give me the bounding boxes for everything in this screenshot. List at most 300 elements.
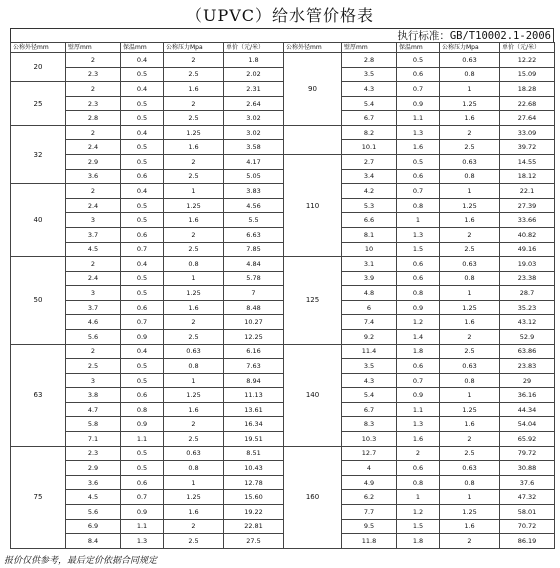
insulation-cell: 1.8 [397,344,440,359]
pressure-cell: 2 [440,125,500,140]
pressure-cell: 1 [164,271,224,286]
price-cell: 63.86 [500,344,555,359]
price-cell: 18.12 [500,169,555,184]
pressure-cell: 0.63 [440,359,500,374]
wall-thickness-cell: 8.2 [342,125,397,140]
wall-thickness-cell: 3.7 [66,227,121,242]
insulation-cell: 0.8 [397,475,440,490]
pressure-cell: 2.5 [440,344,500,359]
insulation-cell: 0.6 [121,169,164,184]
table-row [11,184,555,199]
outer-diameter-cell: 32 [11,125,66,183]
table-row [11,67,555,82]
wall-thickness-cell: 3.4 [342,169,397,184]
insulation-cell: 0.6 [397,257,440,272]
table-row [11,490,555,505]
wall-thickness-cell: 6.7 [342,111,397,126]
wall-thickness-cell: 5.3 [342,198,397,213]
insulation-cell: 0.6 [397,271,440,286]
pressure-cell: 1 [440,388,500,403]
price-cell: 19.03 [500,257,555,272]
wall-thickness-cell: 2.8 [342,53,397,68]
wall-thickness-cell: 8.1 [342,227,397,242]
price-cell: 8.48 [224,300,284,315]
insulation-cell: 1.6 [397,140,440,155]
header-cell: 公称外径mm [11,43,66,53]
insulation-cell: 0.4 [121,184,164,199]
price-cell: 8.94 [224,373,284,388]
price-cell: 2.02 [224,67,284,82]
wall-thickness-cell: 2.5 [66,359,121,374]
insulation-cell: 1.2 [397,504,440,519]
pressure-cell: 2 [440,329,500,344]
wall-thickness-cell: 5.4 [342,96,397,111]
outer-diameter-cell: 160 [284,446,342,548]
wall-thickness-cell: 3.9 [342,271,397,286]
insulation-cell: 1.1 [121,432,164,447]
wall-thickness-cell: 2.9 [66,155,121,170]
wall-thickness-cell: 2 [66,184,121,199]
insulation-cell: 0.9 [397,388,440,403]
insulation-cell: 0.7 [397,373,440,388]
wall-thickness-cell: 2.9 [66,461,121,476]
wall-thickness-cell: 2.4 [66,198,121,213]
insulation-cell: 1.3 [397,125,440,140]
pressure-cell: 0.8 [440,373,500,388]
insulation-cell: 0.5 [121,67,164,82]
insulation-cell: 0.4 [121,53,164,68]
insulation-cell: 0.6 [397,67,440,82]
wall-thickness-cell: 6.7 [342,402,397,417]
pressure-cell: 2 [440,534,500,549]
price-cell: 15.60 [224,490,284,505]
price-cell: 36.16 [500,388,555,403]
insulation-cell: 0.9 [121,329,164,344]
pressure-cell: 1.25 [440,402,500,417]
wall-thickness-cell: 3 [66,373,121,388]
insulation-cell: 1.1 [121,519,164,534]
wall-thickness-cell: 2 [66,82,121,97]
insulation-cell: 0.8 [121,402,164,417]
insulation-cell: 0.9 [397,96,440,111]
wall-thickness-cell: 4.9 [342,475,397,490]
wall-thickness-cell: 11.8 [342,534,397,549]
pressure-cell: 2.5 [164,329,224,344]
header-cell: 单价（元/米） [224,43,284,53]
insulation-cell: 0.9 [121,504,164,519]
insulation-cell: 0.4 [121,344,164,359]
pressure-cell: 0.63 [164,344,224,359]
pressure-cell: 2 [440,227,500,242]
header-cell: 保温mm [121,43,164,53]
pressure-cell: 2 [164,315,224,330]
wall-thickness-cell: 2.3 [66,446,121,461]
pressure-cell: 1.6 [164,300,224,315]
price-cell: 49.16 [500,242,555,257]
wall-thickness-cell: 4.3 [342,82,397,97]
price-cell: 10.27 [224,315,284,330]
wall-thickness-cell: 3.8 [66,388,121,403]
pressure-cell: 2.5 [164,111,224,126]
pressure-cell: 1.6 [164,213,224,228]
pressure-cell: 0.63 [440,257,500,272]
price-cell: 12.22 [500,53,555,68]
wall-thickness-cell: 4 [342,461,397,476]
pressure-cell: 1.25 [164,388,224,403]
insulation-cell: 0.5 [121,96,164,111]
wall-thickness-cell: 10.3 [342,432,397,447]
insulation-cell: 0.5 [397,53,440,68]
outer-diameter-cell: 63 [11,344,66,446]
pressure-cell: 1.25 [440,198,500,213]
pressure-cell: 1.25 [440,96,500,111]
pressure-cell: 0.63 [440,53,500,68]
wall-thickness-cell: 4.7 [66,402,121,417]
insulation-cell: 1.5 [397,242,440,257]
pressure-cell: 1.25 [164,286,224,301]
price-cell: 44.34 [500,402,555,417]
price-cell: 27.5 [224,534,284,549]
price-cell: 6.63 [224,227,284,242]
wall-thickness-cell: 3.6 [66,169,121,184]
outer-diameter-cell: 25 [11,82,66,126]
price-cell: 33.66 [500,213,555,228]
price-cell: 30.88 [500,461,555,476]
pressure-cell: 1 [440,286,500,301]
table-row [11,169,555,184]
insulation-cell: 0.9 [121,417,164,432]
wall-thickness-cell: 12.7 [342,446,397,461]
table-row [11,388,555,403]
insulation-cell: 0.5 [121,373,164,388]
insulation-cell: 0.7 [397,184,440,199]
table-row [11,155,555,170]
price-cell: 40.82 [500,227,555,242]
insulation-cell: 1.6 [397,432,440,447]
wall-thickness-cell: 7.1 [66,432,121,447]
outer-diameter-cell: 75 [11,446,66,548]
pressure-cell: 0.8 [440,475,500,490]
wall-thickness-cell: 4.5 [66,490,121,505]
pressure-cell: 1 [440,82,500,97]
price-cell: 6.16 [224,344,284,359]
page-title: （UPVC）给水管价格表 [185,6,375,25]
pressure-cell: 0.63 [164,446,224,461]
insulation-cell: 1.3 [121,534,164,549]
pressure-cell: 0.8 [440,271,500,286]
table-row [11,213,555,228]
insulation-cell: 0.6 [121,227,164,242]
table-row [11,432,555,447]
wall-thickness-cell: 3 [66,286,121,301]
header-cell: 单价（元/米） [500,43,555,53]
insulation-cell: 1.1 [397,402,440,417]
pressure-cell: 2 [164,519,224,534]
wall-thickness-cell: 2.8 [66,111,121,126]
table-row [11,198,555,213]
pressure-cell: 2.5 [164,169,224,184]
header-cell: 公称压力Mpa [164,43,224,53]
table-row [11,417,555,432]
pressure-cell: 0.8 [440,169,500,184]
insulation-cell: 0.5 [121,461,164,476]
table-row [11,504,555,519]
insulation-cell: 0.5 [121,140,164,155]
table-row [11,461,555,476]
pressure-cell: 0.8 [164,461,224,476]
pressure-cell: 1 [164,475,224,490]
price-cell: 3.58 [224,140,284,155]
header-cell: 壁厚mm [342,43,397,53]
table-row [11,125,555,140]
insulation-cell: 0.7 [397,82,440,97]
table-row [11,82,555,97]
insulation-cell: 1.4 [397,329,440,344]
price-cell: 3.02 [224,111,284,126]
pressure-cell: 2 [440,432,500,447]
table-row [11,271,555,286]
outer-diameter-cell: 50 [11,257,66,344]
wall-thickness-cell: 2 [66,344,121,359]
price-cell: 3.83 [224,184,284,199]
pressure-cell: 2 [164,227,224,242]
wall-thickness-cell: 5.8 [66,417,121,432]
pressure-cell: 2.5 [440,242,500,257]
pressure-cell: 2.5 [164,432,224,447]
insulation-cell: 0.6 [397,169,440,184]
wall-thickness-cell: 6.9 [66,519,121,534]
price-cell: 2.31 [224,82,284,97]
pressure-cell: 0.8 [164,257,224,272]
insulation-cell: 0.4 [121,82,164,97]
insulation-cell: 1.2 [397,315,440,330]
pressure-cell: 2.5 [440,446,500,461]
insulation-cell: 0.7 [121,315,164,330]
table-row [11,242,555,257]
price-cell: 7 [224,286,284,301]
price-cell: 1.8 [224,53,284,68]
price-cell: 16.34 [224,417,284,432]
wall-thickness-cell: 8.4 [66,534,121,549]
price-cell: 19.22 [224,504,284,519]
table-row [11,140,555,155]
price-cell: 8.51 [224,446,284,461]
wall-thickness-cell: 6.2 [342,490,397,505]
price-cell: 12.78 [224,475,284,490]
wall-thickness-cell: 5.6 [66,504,121,519]
wall-thickness-cell: 3.5 [342,359,397,374]
table-row [11,359,555,374]
pressure-cell: 2 [164,417,224,432]
wall-thickness-cell: 10 [342,242,397,257]
wall-thickness-cell: 2 [66,53,121,68]
price-cell: 22.68 [500,96,555,111]
table-row [11,300,555,315]
insulation-cell: 0.6 [121,475,164,490]
insulation-cell: 0.9 [397,300,440,315]
price-cell: 43.12 [500,315,555,330]
wall-thickness-cell: 2.3 [66,96,121,111]
wall-thickness-cell: 3.1 [342,257,397,272]
price-cell: 7.63 [224,359,284,374]
price-cell: 2.64 [224,96,284,111]
wall-thickness-cell: 4.5 [66,242,121,257]
wall-thickness-cell: 4.8 [342,286,397,301]
outer-diameter-cell: 110 [284,155,342,257]
insulation-cell: 0.5 [121,446,164,461]
insulation-cell: 0.4 [121,257,164,272]
price-cell: 22.81 [224,519,284,534]
insulation-cell: 0.8 [397,286,440,301]
wall-thickness-cell: 11.4 [342,344,397,359]
insulation-cell: 0.5 [121,213,164,228]
price-cell: 14.55 [500,155,555,170]
price-cell: 5.05 [224,169,284,184]
wall-thickness-cell: 9.2 [342,329,397,344]
wall-thickness-cell: 7.4 [342,315,397,330]
table-row [11,446,555,461]
table-row [11,96,555,111]
price-cell: 12.25 [224,329,284,344]
wall-thickness-cell: 2.4 [66,140,121,155]
header-cell: 公称外径mm [284,43,342,53]
insulation-cell: 1 [397,213,440,228]
insulation-cell: 0.5 [121,286,164,301]
pressure-cell: 2 [164,53,224,68]
price-cell: 47.32 [500,490,555,505]
price-cell: 10.43 [224,461,284,476]
insulation-cell: 0.6 [397,359,440,374]
insulation-cell: 0.5 [121,359,164,374]
header-cell: 壁厚mm [66,43,121,53]
pressure-cell: 1.25 [440,300,500,315]
pressure-cell: 0.63 [440,461,500,476]
insulation-cell: 1.8 [397,534,440,549]
price-cell: 35.23 [500,300,555,315]
header-cell: 公称压力Mpa [440,43,500,53]
pressure-cell: 2.5 [164,242,224,257]
price-cell: 54.04 [500,417,555,432]
table-row [11,534,555,549]
table-body [11,53,555,549]
pressure-cell: 2 [164,96,224,111]
outer-diameter-cell: 20 [11,53,66,82]
wall-thickness-cell: 6 [342,300,397,315]
insulation-cell: 0.5 [121,111,164,126]
wall-thickness-cell: 2 [66,125,121,140]
pressure-cell: 1.25 [164,125,224,140]
insulation-cell: 0.5 [397,155,440,170]
price-cell: 19.51 [224,432,284,447]
price-cell: 5.78 [224,271,284,286]
header-cell: 保温mm [397,43,440,53]
footer-note: 报价仅供参考，最后定价依据合同规定 [4,556,158,566]
wall-thickness-cell: 3.5 [342,67,397,82]
pressure-cell: 1.6 [440,315,500,330]
price-cell: 33.09 [500,125,555,140]
price-cell: 65.92 [500,432,555,447]
price-cell: 58.01 [500,504,555,519]
insulation-cell: 0.6 [397,461,440,476]
pressure-cell: 2 [164,155,224,170]
table-row [11,53,555,68]
price-cell: 37.6 [500,475,555,490]
outer-diameter-cell: 90 [284,53,342,126]
pressure-cell: 1.6 [440,213,500,228]
table-row [11,227,555,242]
wall-thickness-cell: 3.6 [66,475,121,490]
table-row [11,257,555,272]
pressure-cell: 1.6 [164,82,224,97]
insulation-cell: 0.7 [121,490,164,505]
table-row [11,402,555,417]
table-row [11,286,555,301]
insulation-cell: 1.1 [397,111,440,126]
wall-thickness-cell: 3 [66,213,121,228]
price-cell: 22.1 [500,184,555,199]
pressure-cell: 1.6 [164,504,224,519]
price-table [10,42,555,549]
table-row [11,329,555,344]
insulation-cell: 1.5 [397,519,440,534]
table-row [11,373,555,388]
pressure-cell: 1.6 [440,111,500,126]
insulation-cell: 1.3 [397,417,440,432]
insulation-cell: 0.7 [121,242,164,257]
wall-thickness-cell: 4.3 [342,373,397,388]
price-cell: 4.84 [224,257,284,272]
wall-thickness-cell: 2.7 [342,155,397,170]
price-cell: 15.09 [500,67,555,82]
wall-thickness-cell: 2 [66,257,121,272]
price-cell: 3.02 [224,125,284,140]
pressure-cell: 2.5 [440,140,500,155]
wall-thickness-cell: 8.3 [342,417,397,432]
pressure-cell: 1.25 [440,504,500,519]
price-cell: 23.38 [500,271,555,286]
pressure-cell: 1 [164,184,224,199]
outer-diameter-cell: 40 [11,184,66,257]
insulation-cell: 0.8 [397,198,440,213]
pressure-cell: 1.6 [164,402,224,417]
price-cell: 52.9 [500,329,555,344]
insulation-cell: 1.3 [397,227,440,242]
header-row [11,43,555,53]
pressure-cell: 2.5 [164,67,224,82]
insulation-cell: 0.5 [121,271,164,286]
table-row [11,315,555,330]
pressure-cell: 0.63 [440,155,500,170]
standard-label: 执行标准：GB/T10002.1-2006 [10,28,554,42]
wall-thickness-cell: 9.5 [342,519,397,534]
table-row [11,344,555,359]
price-cell: 7.85 [224,242,284,257]
insulation-cell: 0.4 [121,125,164,140]
price-cell: 27.39 [500,198,555,213]
price-cell: 27.64 [500,111,555,126]
insulation-cell: 0.5 [121,155,164,170]
price-cell: 29 [500,373,555,388]
insulation-cell: 2 [397,446,440,461]
outer-diameter-cell: 125 [284,257,342,344]
wall-thickness-cell: 5.4 [342,388,397,403]
price-cell: 39.72 [500,140,555,155]
wall-thickness-cell: 2.4 [66,271,121,286]
insulation-cell: 0.5 [121,198,164,213]
price-cell: 11.13 [224,388,284,403]
price-cell: 13.61 [224,402,284,417]
wall-thickness-cell: 6.6 [342,213,397,228]
